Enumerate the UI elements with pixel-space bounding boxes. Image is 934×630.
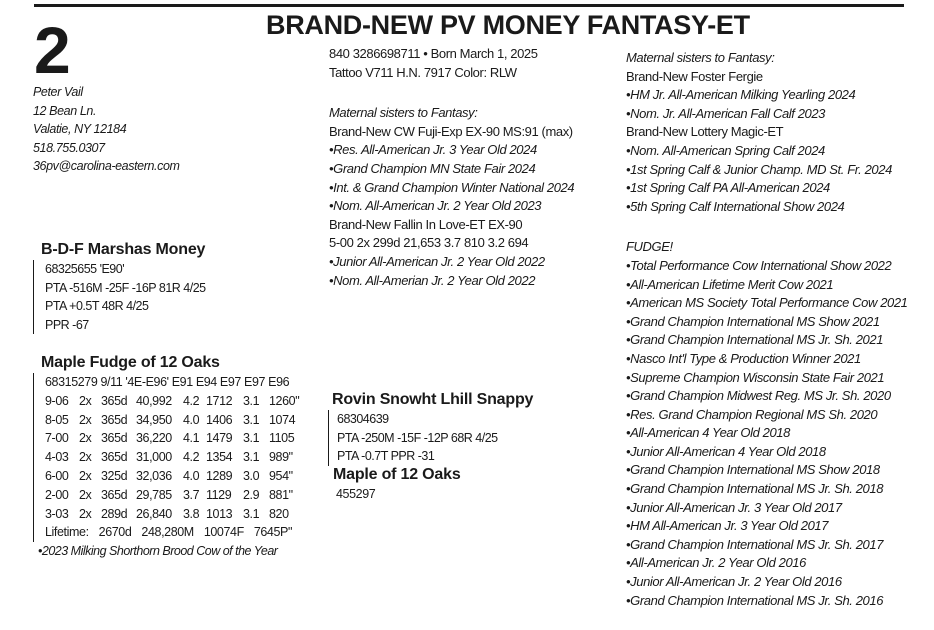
record-cell: 325d xyxy=(101,468,128,483)
production-record-row xyxy=(45,448,309,467)
record-cell: 32,036 xyxy=(136,468,172,483)
record-cell: 365d xyxy=(101,431,128,446)
sire-reg: 68325655 'E90' xyxy=(45,262,125,276)
dam-lifetime xyxy=(45,523,309,542)
honor-item: •Grand Champion Midwest Reg. MS Jr. Sh. 2020 xyxy=(626,388,891,404)
sire-block xyxy=(41,240,206,334)
honor-item: •Total Performance Cow International Show 2022 xyxy=(626,257,892,273)
record-cell: 954" xyxy=(269,468,293,483)
record-cell: 1354 xyxy=(206,450,233,465)
record-cell: 365d xyxy=(101,393,128,408)
right-column xyxy=(626,49,908,610)
lifetime-label: Lifetime: xyxy=(45,525,89,540)
honor-item: •Nom. Jr. All-American Fall Calf 2023 xyxy=(626,105,826,121)
owner-email: 36pv@carolina-eastern.com xyxy=(33,159,180,174)
record-cell: 40,992 xyxy=(136,393,172,408)
sister-record: 5-00 2x 299d 21,653 3.7 810 3.2 694 xyxy=(329,235,529,251)
record-cell: 2x xyxy=(79,393,92,408)
honor-item: •Grand Champion International MS Jr. Sh. 2021 xyxy=(626,332,884,348)
sister-name: Brand-New Lottery Magic-ET xyxy=(626,124,784,140)
honor-item: •HM Jr. All-American Milking Yearling 2024 xyxy=(626,87,856,103)
honor-item: •Grand Champion International MS Jr. Sh. 2017 xyxy=(626,536,884,552)
maternal-granddam-block xyxy=(333,465,461,504)
honor-item: •American MS Society Total Performance Cow 2021 xyxy=(626,295,908,311)
record-cell: 6-00 xyxy=(45,468,69,483)
sire-pta: PTA +0.5T 48R 4/25 xyxy=(45,299,149,314)
record-cell: 3.1 xyxy=(243,393,260,408)
lifetime-protein: 7645P" xyxy=(253,525,293,540)
record-cell: 881" xyxy=(269,487,293,502)
honor-item: •Nasco Int'l Type & Production Winner 2021 xyxy=(626,350,861,366)
record-cell: 1712 xyxy=(206,393,233,408)
honor-item: •Grand Champion International MS Show 2018 xyxy=(626,462,880,478)
maternal-sisters-heading: Maternal sisters to Fantasy: xyxy=(329,105,478,121)
record-cell: 2-00 xyxy=(45,487,69,502)
honor-item: •1st Spring Calf PA All-American 2024 xyxy=(626,180,830,196)
record-cell: 2x xyxy=(79,412,92,427)
dam-records xyxy=(45,392,309,524)
sire-pta: PTA -516M -25F -16P 81R 4/25 xyxy=(45,280,206,295)
production-record-row xyxy=(45,411,309,430)
dam-reg: 68315279 9/11 '4E-E96' E91 E94 E97 E97 E96 xyxy=(45,375,290,389)
honor-item: •Nom. All-American Spring Calf 2024 xyxy=(626,142,825,158)
maternal-grandsire-pta: PTA -250M -15F -12P 68R 4/25 xyxy=(337,430,498,445)
fudge-honors-list xyxy=(626,257,908,610)
record-cell: 365d xyxy=(101,412,128,427)
lifetime-days: 2670d xyxy=(98,525,132,540)
record-cell: 2x xyxy=(79,450,92,465)
honor-item: •Res. All-American Jr. 3 Year Old 2024 xyxy=(329,142,537,158)
record-cell: 1260" xyxy=(269,393,300,408)
record-cell: 3.1 xyxy=(243,450,260,465)
dam-award: •2023 Milking Shorthorn Brood Cow of the Year xyxy=(38,544,278,559)
honor-item: •Nom. All-Amerian Jr. 2 Year Old 2022 xyxy=(329,272,536,288)
owner-name: Peter Vail xyxy=(33,85,83,99)
record-cell: 3.1 xyxy=(243,431,260,446)
owner-street: 12 Bean Ln. xyxy=(33,103,97,118)
record-cell: 4.0 xyxy=(183,468,200,483)
record-cell: 31,000 xyxy=(136,450,172,465)
production-record-row xyxy=(45,467,309,486)
record-cell: 820 xyxy=(269,506,289,521)
owner-city: Valatie, NY 12184 xyxy=(33,122,127,137)
animal-id-line: 840 3286698711 • Born March 1, 2025 xyxy=(329,46,538,61)
record-cell: 3.1 xyxy=(243,506,260,521)
honor-item: •Res. Grand Champion Regional MS Sh. 2020 xyxy=(626,406,878,422)
owner-phone: 518.755.0307 xyxy=(33,140,105,155)
record-cell: 9-06 xyxy=(45,393,69,408)
honor-item: •1st Spring Calf & Junior Champ. MD St. Fr. 2024 xyxy=(626,161,892,177)
honor-item: •Junior All-American Jr. 3 Year Old 2017 xyxy=(626,499,842,515)
sister-name: Brand-New CW Fuji-Exp EX-90 MS:91 (max) xyxy=(329,123,573,139)
sire-name: B-D-F Marshas Money xyxy=(41,241,206,258)
record-cell: 1479 xyxy=(206,431,233,446)
record-cell: 1406 xyxy=(206,412,233,427)
record-cell: 4.2 xyxy=(183,393,200,408)
honor-item: •Supreme Champion Wisconsin State Fair 2021 xyxy=(626,369,885,385)
record-cell: 2.9 xyxy=(243,487,260,502)
sister-name: Brand-New Foster Fergie xyxy=(626,68,763,84)
honor-item: •HM All-American Jr. 3 Year Old 2017 xyxy=(626,518,829,534)
record-cell: 4-03 xyxy=(45,450,69,465)
production-record-row xyxy=(45,505,309,524)
record-cell: 365d xyxy=(101,487,128,502)
honor-item: •5th Spring Calf International Show 2024 xyxy=(626,198,845,214)
record-cell: 2x xyxy=(79,468,92,483)
honor-item: •Int. & Grand Champion Winter National 2024 xyxy=(329,179,575,195)
record-cell: 7-00 xyxy=(45,431,69,446)
honor-item: •All-American Jr. 2 Year Old 2016 xyxy=(626,555,806,571)
maternal-sisters-heading: Maternal sisters to Fantasy: xyxy=(626,50,775,65)
record-cell: 4.0 xyxy=(183,412,200,427)
record-cell: 1074 xyxy=(269,412,296,427)
honor-item: •Nom. All-American Jr. 2 Year Old 2023 xyxy=(329,198,542,214)
honor-item: •Grand Champion International MS Jr. Sh. 2016 xyxy=(626,592,884,608)
record-cell: 1129 xyxy=(206,487,232,502)
lifetime-fat: 10074F xyxy=(203,525,244,540)
honor-item: •Junior All-American Jr. 2 Year Old 2022 xyxy=(329,253,545,269)
record-cell: 29,785 xyxy=(136,487,172,502)
production-record-row xyxy=(45,429,309,448)
top-rule xyxy=(34,4,904,7)
record-cell: 289d xyxy=(101,506,128,521)
record-cell: 34,950 xyxy=(136,412,172,427)
maternal-grandsire-name: Rovin Snowht Lhill Snappy xyxy=(332,391,534,408)
page-title: BRAND-NEW PV MONEY FANTASY-ET xyxy=(266,10,750,40)
record-cell: 26,840 xyxy=(136,506,172,521)
production-record-row xyxy=(45,392,309,411)
maternal-granddam-reg: 455297 xyxy=(336,487,376,501)
record-cell: 3-03 xyxy=(45,506,69,521)
fudge-heading: FUDGE! xyxy=(626,239,673,255)
record-cell: 4.1 xyxy=(183,431,200,446)
animal-tattoo-line: Tattoo V711 H.N. 7917 Color: RLW xyxy=(329,64,517,80)
record-cell: 3.0 xyxy=(243,468,260,483)
dam-block xyxy=(38,353,309,560)
sire-ppr: PPR -67 xyxy=(45,317,89,332)
honor-item: •Grand Champion International MS Show 2021 xyxy=(626,313,880,329)
production-record-row xyxy=(45,486,309,505)
record-cell: 365d xyxy=(101,450,128,465)
honor-item: •Junior All-American 4 Year Old 2018 xyxy=(626,443,826,459)
dam-name: Maple Fudge of 12 Oaks xyxy=(41,354,220,371)
record-cell: 8-05 xyxy=(45,412,69,427)
honor-item: •All-American Lifetime Merit Cow 2021 xyxy=(626,276,834,292)
record-cell: 989" xyxy=(269,450,293,465)
maternal-grandsire-reg: 68304639 xyxy=(337,412,389,426)
record-cell: 3.8 xyxy=(183,506,200,521)
honor-item: •All-American 4 Year Old 2018 xyxy=(626,425,790,441)
record-cell: 36,220 xyxy=(136,431,172,446)
record-cell: 2x xyxy=(79,487,92,502)
record-cell: 1105 xyxy=(269,431,295,446)
honor-item: •Grand Champion MN State Fair 2024 xyxy=(329,160,536,176)
honor-item: •Grand Champion International MS Jr. Sh. 2018 xyxy=(626,481,884,497)
sister-name: Brand-New Fallin In Love-ET EX-90 xyxy=(329,216,523,232)
record-cell: 3.7 xyxy=(183,487,200,502)
record-cell: 1013 xyxy=(206,506,233,521)
lot-number: 2 xyxy=(34,13,70,87)
record-cell: 4.2 xyxy=(183,450,200,465)
maternal-grandsire-block xyxy=(332,390,533,466)
maternal-granddam-name: Maple of 12 Oaks xyxy=(333,466,461,483)
lifetime-milk: 248,280M xyxy=(141,525,194,540)
record-cell: 2x xyxy=(79,431,92,446)
record-cell: 3.1 xyxy=(243,412,260,427)
record-cell: 2x xyxy=(79,506,92,521)
maternal-grandsire-pta: PTA -0.7T PPR -31 xyxy=(337,449,435,464)
honor-item: •Junior All-American Jr. 2 Year Old 2016 xyxy=(626,574,842,590)
animal-details xyxy=(329,45,574,290)
owner-info xyxy=(33,83,180,176)
record-cell: 1289 xyxy=(206,468,233,483)
